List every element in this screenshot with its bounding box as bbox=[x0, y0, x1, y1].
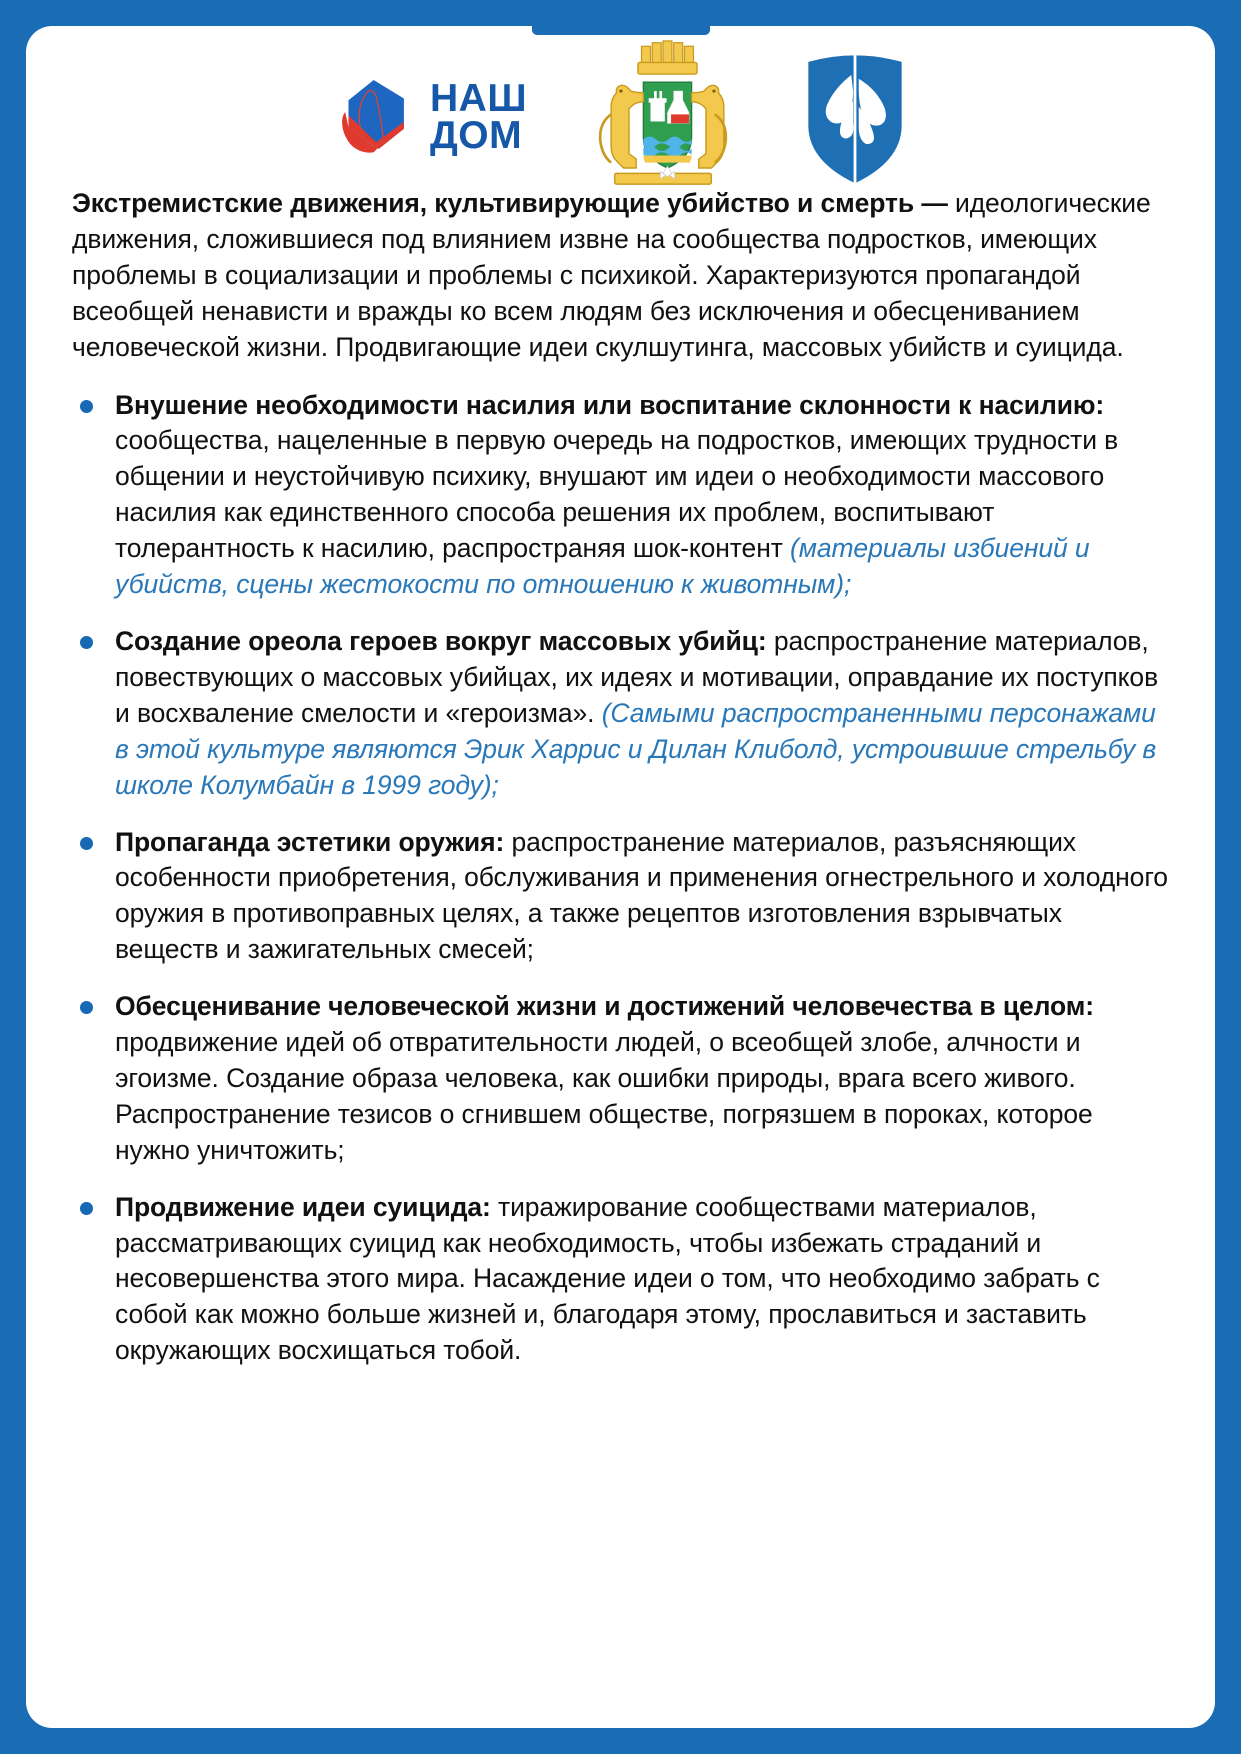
bullet-lead: Внушение необходимости насилия или воспитание склонности к насилию: bbox=[115, 389, 1105, 420]
bullet-dot-icon bbox=[80, 837, 93, 850]
nash-dom-logo bbox=[330, 75, 527, 159]
bullet-dot-icon bbox=[80, 1001, 93, 1014]
bullet-dot-icon bbox=[80, 636, 93, 649]
logo-row bbox=[26, 52, 1215, 182]
bullet-note: (материалы избиений и убийств, сцены жестокости по отношению к животным); bbox=[115, 533, 1090, 600]
bullet-lead: Создание ореола героев вокруг массовых убийц: bbox=[115, 625, 767, 656]
nash-dom-line2: ДОМ bbox=[429, 114, 523, 157]
bullet-lead: Продвижение идеи суицида: bbox=[115, 1191, 491, 1222]
bullet-dot-icon bbox=[80, 400, 93, 413]
list-item bbox=[72, 1190, 1169, 1370]
bullet-body: тиражирование сообществами материалов, рассматривающих суицид как необходимость, чтобы избежать страданий и несовершенства этого мира. Насаждение идеи о том, что необходимо забрать с собой как можно больше жизней и, благодаря этому, прославиться и заставить окружающих восхищаться тобой. bbox=[115, 1191, 1100, 1366]
nash-dom-line1: НАШ bbox=[429, 76, 528, 120]
bullet-lead: Обесценивание человеческой жизни и достижений человечества в целом: bbox=[115, 991, 1095, 1022]
bullet-lead: Пропаганда эстетики оружия: bbox=[115, 826, 505, 857]
intro-lead: Экстремистские движения, культивирующие убийство и смерть — bbox=[72, 188, 948, 218]
shield-dove-logo bbox=[799, 47, 911, 187]
bullet-list bbox=[72, 388, 1169, 1370]
bullet-dot-icon bbox=[80, 1202, 93, 1215]
bullet-body: распространение материалов, разъясняющих особенности приобретения, обслуживания и применения огнестрельного и холодного оружия в противоправных целях, а также рецептов изготовления взрывчатых веществ и зажигательных смесей; bbox=[115, 826, 1168, 965]
list-item bbox=[72, 388, 1169, 603]
yekaterinburg-coat-of-arms bbox=[589, 32, 737, 202]
bullet-note: (Самыми распространенными персонажами в этой культуре являются Эрик Харрис и Дилан Клиболд, устроившие стрельбу в школе Колумбайн в 1999 году); bbox=[115, 697, 1157, 800]
intro-paragraph bbox=[72, 186, 1169, 366]
list-item bbox=[72, 989, 1169, 1169]
list-item bbox=[72, 624, 1169, 804]
poster-content bbox=[26, 186, 1215, 1369]
bullet-body: сообщества, нацеленные в первую очередь на подростков, имеющих трудности в общении и неустойчивую психику, внушают им идеи о необходимости массового насилия как единственного способа решения их проблем, воспитывают толерантность к насилию, распространяя шок-контент bbox=[115, 425, 1119, 564]
nash-dom-mark-icon bbox=[330, 75, 414, 159]
intro-body: идеологические движения, сложившиеся под влиянием извне на сообщества подростков, имеющих проблемы в социализации и проблемы с психикой. Характеризуются пропагандой всеобщей ненависти и вражды ко всем людям без исключения и обесцениванием человеческой жизни. Продвигающие идеи скулшутинга, массовых убийств и суицида. bbox=[72, 188, 1151, 362]
bullet-body: распространение материалов, повествующих о массовых убийцах, их идеях и мотивации, оправдание их поступков и восхваление смелости и «героизма». bbox=[115, 625, 1159, 728]
nash-dom-wordmark bbox=[429, 76, 528, 157]
list-item bbox=[72, 825, 1169, 969]
poster-card bbox=[26, 26, 1215, 1728]
bullet-body: продвижение идей об отвратительности людей, о всеобщей злобе, алчности и эгоизме. Создание образа человека, как ошибки природы, врага всего живого. Распространение тезисов о сгнившем обществе, погрязшем в пороках, которое нужно уничтожить; bbox=[115, 1027, 1093, 1165]
